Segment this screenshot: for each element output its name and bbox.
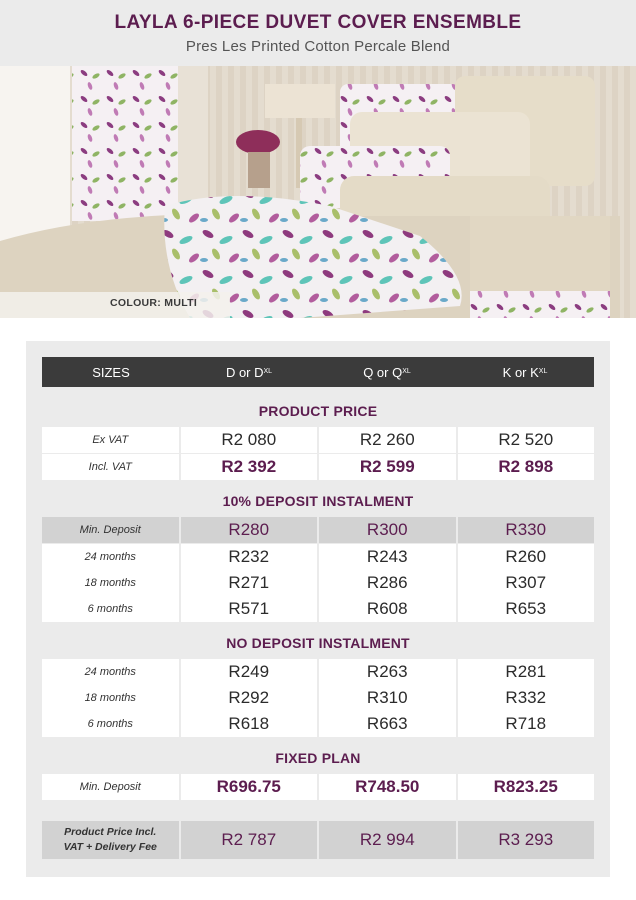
price-queen: R2 260 (319, 427, 456, 453)
price-double: R2 392 (181, 454, 318, 480)
price-king: R2 898 (458, 454, 595, 480)
price-double: R696.75 (181, 774, 318, 800)
table-row (42, 596, 594, 622)
price-double: R571 (181, 596, 318, 622)
table-row-delivery-total (42, 821, 594, 859)
price-king: R653 (458, 596, 595, 622)
price-king: R332 (458, 685, 595, 711)
table-row (42, 659, 594, 685)
table-row (42, 570, 594, 596)
row-label: Ex VAT (42, 427, 179, 453)
header-king-sup: XL (538, 367, 548, 375)
price-queen: R286 (319, 570, 456, 596)
page-subtitle: Pres Les Printed Cotton Percale Blend (185, 38, 451, 55)
table-header (42, 357, 594, 387)
row-label-line2: VAT + Delivery Fee (63, 841, 157, 853)
price-king: R260 (458, 544, 595, 570)
price-king: R330 (458, 517, 595, 543)
price-queen: R243 (319, 544, 456, 570)
price-double: R2 080 (181, 427, 318, 453)
price-queen: R2 599 (319, 454, 456, 480)
price-double: R249 (181, 659, 318, 685)
row-label: 18 months (42, 570, 179, 596)
table-row (42, 544, 594, 570)
price-double: R271 (181, 570, 318, 596)
price-queen: R263 (319, 659, 456, 685)
header-queen-sup: XL (402, 367, 411, 375)
header-king (456, 357, 594, 387)
row-label-line1: Product Price Incl. (64, 826, 157, 838)
table-row (42, 427, 594, 453)
row-label: Min. Deposit (42, 517, 179, 543)
row-label (42, 821, 179, 859)
price-double: R2 787 (181, 821, 318, 859)
price-queen: R663 (319, 711, 456, 737)
page-header (0, 0, 636, 66)
table-row (42, 454, 594, 480)
price-king: R281 (458, 659, 595, 685)
section-title-deposit-instalment: 10% DEPOSIT INSTALMENT (222, 493, 414, 509)
product-photo (0, 66, 636, 318)
price-queen: R300 (319, 517, 456, 543)
header-double-sup: XL (263, 367, 273, 375)
page-title: LAYLA 6-PIECE DUVET COVER ENSEMBLE (114, 12, 522, 33)
table-row (42, 711, 594, 737)
price-king: R3 293 (458, 821, 595, 859)
price-king: R2 520 (458, 427, 595, 453)
header-sizes: SIZES (92, 364, 130, 380)
price-king: R823.25 (458, 774, 595, 800)
section-title-fixed-plan: FIXED PLAN (275, 750, 361, 766)
table-row (42, 685, 594, 711)
section-title-no-deposit-instalment: NO DEPOSIT INSTALMENT (226, 635, 410, 651)
header-queen-label: Q or Q (363, 364, 403, 380)
colour-label: COLOUR: MULTI (110, 297, 198, 309)
table-row (42, 517, 594, 543)
row-label: 6 months (42, 596, 179, 622)
bedroom-illustration (0, 66, 636, 318)
price-double: R618 (181, 711, 318, 737)
price-king: R307 (458, 570, 595, 596)
table-row (42, 774, 594, 800)
price-queen: R748.50 (319, 774, 456, 800)
price-queen: R608 (319, 596, 456, 622)
price-queen: R310 (319, 685, 456, 711)
row-label: 18 months (42, 685, 179, 711)
header-king-label: K or K (502, 364, 539, 380)
row-label: Incl. VAT (42, 454, 179, 480)
price-double: R280 (181, 517, 318, 543)
header-queen (318, 357, 456, 387)
price-queen: R2 994 (319, 821, 456, 859)
row-label: 6 months (42, 711, 179, 737)
row-label: 24 months (42, 659, 179, 685)
row-label: 24 months (42, 544, 179, 570)
price-king: R718 (458, 711, 595, 737)
header-double (180, 357, 318, 387)
section-title-product-price: PRODUCT PRICE (258, 403, 378, 419)
header-double-label: D or D (225, 364, 264, 380)
price-double: R292 (181, 685, 318, 711)
price-double: R232 (181, 544, 318, 570)
row-label: Min. Deposit (42, 774, 179, 800)
